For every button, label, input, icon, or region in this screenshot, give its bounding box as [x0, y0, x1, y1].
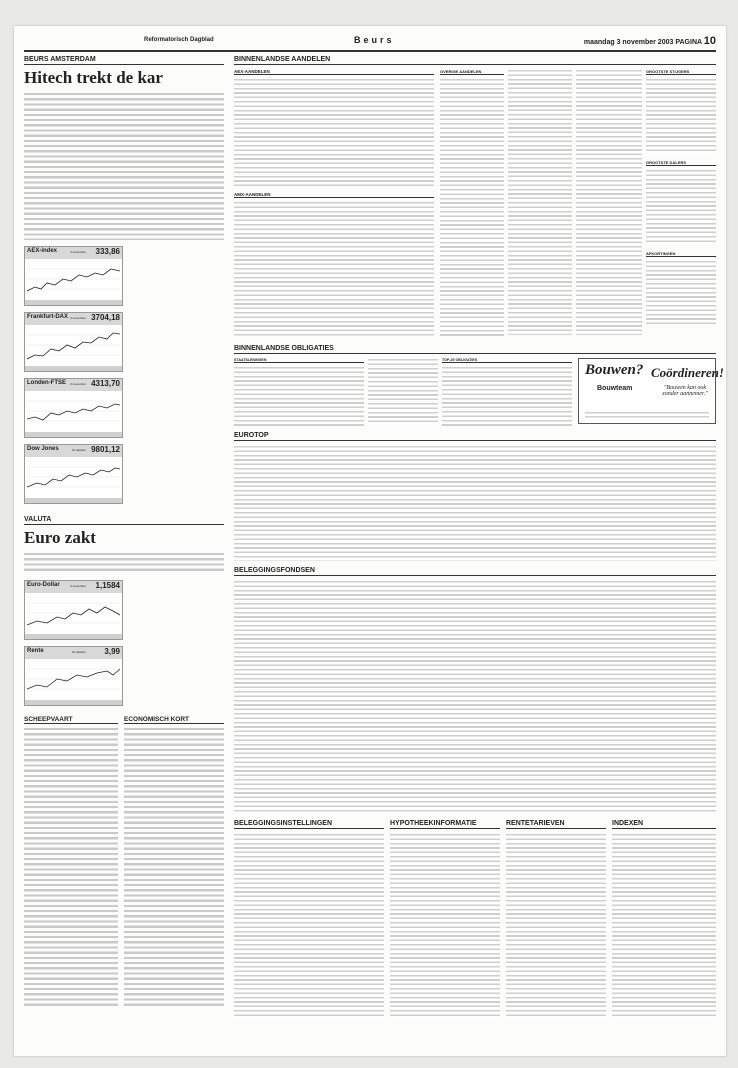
ad-brand: Bouwteam [597, 385, 633, 392]
chart-title: Euro-Dollar [27, 582, 60, 588]
scheepvaart-body [24, 727, 118, 1009]
ad-slogan: "Bouwen kan ook zonder aannemer." [662, 385, 708, 397]
chart-value: 9801,12 [91, 445, 120, 454]
eurotop-title: EUROTOP [234, 432, 716, 441]
beleggingsfondsen-table [234, 580, 716, 814]
valuta-title: VALUTA [24, 516, 224, 525]
staatsleningen-title: STAATSLENINGEN [234, 358, 364, 363]
beurs-section-title: BEURS AMSTERDAM [24, 56, 224, 65]
chart-value: 333,86 [95, 247, 120, 256]
left-column [24, 56, 224, 1009]
obligaties-col-2 [368, 358, 438, 424]
aex-table [234, 78, 434, 188]
fx-charts [24, 580, 224, 712]
chart-date: 3 november [70, 584, 86, 588]
chart-date: 3 november [70, 316, 86, 320]
chart-date: 31 oktober [71, 650, 86, 654]
overige-table [440, 78, 504, 336]
dalers-table [646, 169, 716, 245]
section-name: Beurs [354, 35, 395, 45]
grootste-stijgers-title: GROOTSTE STIJGERS [646, 69, 716, 75]
amx-aandelen-title: AMX-AANDELEN [234, 192, 434, 198]
chart-date: 31 oktober [71, 448, 86, 452]
article-body [24, 92, 224, 240]
aandelen-col-3 [508, 69, 572, 335]
chart-title: Dow Jones [27, 446, 59, 452]
chart-ftse [24, 378, 123, 438]
page-number: 10 [703, 35, 716, 47]
chart-value: 3704,18 [91, 313, 120, 322]
afkortingen-title: AFKORTINGEN [646, 251, 716, 257]
ad-bouwen: Bouwen? [585, 362, 644, 378]
obligaties-title: BINNENLANDSE OBLIGATIES [234, 345, 716, 354]
masthead [24, 34, 716, 52]
chart-title: AEX-index [27, 248, 58, 254]
indexen-table [612, 833, 716, 1019]
chart-euro-dollar [24, 580, 123, 640]
chart-date: 3 november [70, 382, 86, 386]
hypotheek-table [390, 833, 500, 1019]
aandelen-col-4 [576, 69, 642, 335]
indexen-title: INDEXEN [612, 820, 716, 829]
chart-title: Rente [27, 648, 44, 654]
chart-dow [24, 444, 123, 504]
date-page [584, 35, 716, 47]
chart-rente [24, 646, 123, 706]
chart-value: 1,1584 [95, 581, 120, 590]
top25-title: TOP-25 OBLIGATIES [442, 358, 572, 363]
main-headline: Hitech trekt de kar [24, 68, 163, 87]
page-label: PAGINA [675, 39, 702, 46]
amx-table [234, 201, 434, 337]
chart-value: 4313,70 [91, 379, 120, 388]
scheepvaart-title: SCHEEPVAART [24, 716, 118, 724]
aex-aandelen-title: AEX-AANDELEN [234, 69, 434, 75]
chart-aex [24, 246, 123, 306]
chart-title: Frankfurt-DAX [27, 314, 69, 320]
stijgers-table [646, 78, 716, 154]
beleggingsfondsen-title: BELEGGINGSFONDSEN [234, 567, 716, 576]
top25-table [442, 366, 572, 426]
bouwteam-advertisement[interactable] [578, 358, 724, 424]
hypotheek-title: HYPOTHEEKINFORMATIE [390, 820, 500, 829]
right-column [234, 56, 724, 1020]
rentetarieven-title: RENTETARIEVEN [506, 820, 606, 829]
newspaper-name: Reformatorisch Dagblad [144, 37, 214, 43]
chart-title: Londen-FTSE [27, 380, 66, 386]
page-date: maandag 3 november 2003 [583, 39, 674, 46]
aandelen-title: BINNENLANDSE AANDELEN [234, 56, 716, 65]
eurotop-table [234, 445, 716, 561]
afkortingen-body [646, 260, 716, 324]
valuta-headline: Euro zakt [24, 528, 96, 547]
newspaper-page [14, 26, 726, 1056]
index-charts [24, 246, 224, 510]
rentetarieven-table [506, 833, 606, 1019]
grootste-dalers-title: GROOTSTE DALERS [646, 160, 716, 166]
chart-dax [24, 312, 123, 372]
chart-date: 3 november [70, 250, 86, 254]
overige-aandelen-title: OVERIGE AANDELEN [440, 69, 504, 75]
economisch-title: ECONOMISCH KORT [124, 716, 224, 724]
valuta-body [24, 552, 224, 574]
beleggingsinstellingen-title: BELEGGINGSINSTELLINGEN [234, 820, 384, 829]
staatsleningen-table [234, 366, 364, 426]
chart-value: 3,99 [104, 647, 120, 656]
economisch-body [124, 727, 224, 1009]
beleggingsinstellingen-table [234, 833, 384, 1019]
ad-coordineren: Coördineren! [651, 365, 724, 380]
